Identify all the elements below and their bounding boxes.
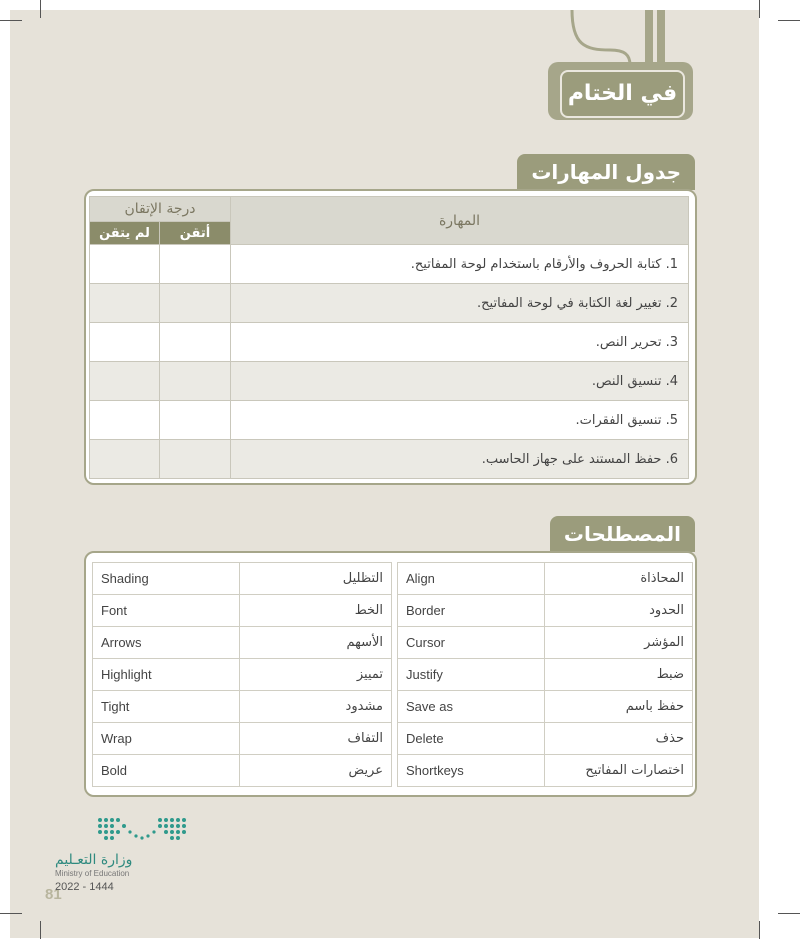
table-row (90, 245, 689, 284)
term-row (398, 659, 693, 691)
term-arabic: المؤشر (545, 627, 693, 659)
term-english: Save as (398, 691, 545, 723)
term-arabic: الخط (240, 595, 392, 627)
edition-year: 2022 - 1444 (55, 881, 114, 893)
term-english: Tight (93, 691, 240, 723)
skills-table (89, 196, 689, 479)
mastered-column-header: أتقن (160, 222, 231, 245)
degree-column-header: درجة الإتقان (90, 197, 231, 222)
term-english: Delete (398, 723, 545, 755)
term-row (398, 691, 693, 723)
term-english: Font (93, 595, 240, 627)
term-arabic: عريض (240, 755, 392, 787)
not-mastered-column-header: لم يتقن (90, 222, 160, 245)
skill-text: 6. حفظ المستند على جهاز الحاسب. (231, 440, 689, 479)
table-row (90, 401, 689, 440)
table-row (90, 362, 689, 401)
not-mastered-cell (90, 440, 160, 479)
term-row (398, 627, 693, 659)
skill-text: 4. تنسيق النص. (231, 362, 689, 401)
term-row (398, 563, 693, 595)
skill-text: 5. تنسيق الفقرات. (231, 401, 689, 440)
table-row (90, 284, 689, 323)
term-arabic: التفاف (240, 723, 392, 755)
page-number: 81 (45, 886, 62, 903)
mastered-cell (160, 245, 231, 284)
skill-text: 3. تحرير النص. (231, 323, 689, 362)
not-mastered-cell (90, 284, 160, 323)
ministry-logo-icon (50, 812, 190, 848)
term-row (93, 627, 392, 659)
skill-text: 2. تغيير لغة الكتابة في لوحة المفاتيح. (231, 284, 689, 323)
term-english: Wrap (93, 723, 240, 755)
mastered-cell (160, 401, 231, 440)
term-arabic: حفظ باسم (545, 691, 693, 723)
not-mastered-cell (90, 323, 160, 362)
term-row (398, 723, 693, 755)
skill-text: 1. كتابة الحروف والأرقام باستخدام لوحة المفاتيح. (231, 245, 689, 284)
term-arabic: الحدود (545, 595, 693, 627)
term-english: Arrows (93, 627, 240, 659)
term-row (398, 755, 693, 787)
term-arabic: ضبط (545, 659, 693, 691)
term-english: Highlight (93, 659, 240, 691)
term-row (93, 595, 392, 627)
crop-mark (40, 921, 41, 939)
term-english: Align (398, 563, 545, 595)
mastered-cell (160, 440, 231, 479)
term-row (93, 659, 392, 691)
term-arabic: المحاذاة (545, 563, 693, 595)
term-english: Cursor (398, 627, 545, 659)
table-row (90, 323, 689, 362)
term-arabic: الأسهم (240, 627, 392, 659)
term-arabic: اختصارات المفاتيح (545, 755, 693, 787)
term-row (93, 755, 392, 787)
chapter-tag-label: في الختام (560, 70, 685, 118)
not-mastered-cell (90, 245, 160, 284)
ministry-name-english: Ministry of Education (55, 869, 130, 878)
term-arabic: التظليل (240, 563, 392, 595)
crop-mark (759, 921, 760, 939)
mastered-cell (160, 362, 231, 401)
not-mastered-cell (90, 362, 160, 401)
term-arabic: مشدود (240, 691, 392, 723)
skills-section-title: جدول المهارات (517, 154, 695, 190)
term-english: Border (398, 595, 545, 627)
terms-table-left (92, 562, 392, 787)
term-row (93, 723, 392, 755)
terms-section-title: المصطلحات (550, 516, 695, 552)
term-arabic: حذف (545, 723, 693, 755)
table-row (90, 440, 689, 479)
term-row (398, 595, 693, 627)
term-english: Bold (93, 755, 240, 787)
ministry-name-arabic: وزارة التعـليم (55, 852, 133, 868)
mastered-cell (160, 284, 231, 323)
term-english: Justify (398, 659, 545, 691)
terms-table-right (397, 562, 693, 787)
term-english: Shading (93, 563, 240, 595)
term-arabic: تمييز (240, 659, 392, 691)
term-row (93, 691, 392, 723)
crop-mark (0, 913, 22, 914)
not-mastered-cell (90, 401, 160, 440)
crop-mark (778, 913, 800, 914)
mastered-cell (160, 323, 231, 362)
term-row (93, 563, 392, 595)
term-english: Shortkeys (398, 755, 545, 787)
skill-column-header: المهارة (231, 197, 689, 245)
